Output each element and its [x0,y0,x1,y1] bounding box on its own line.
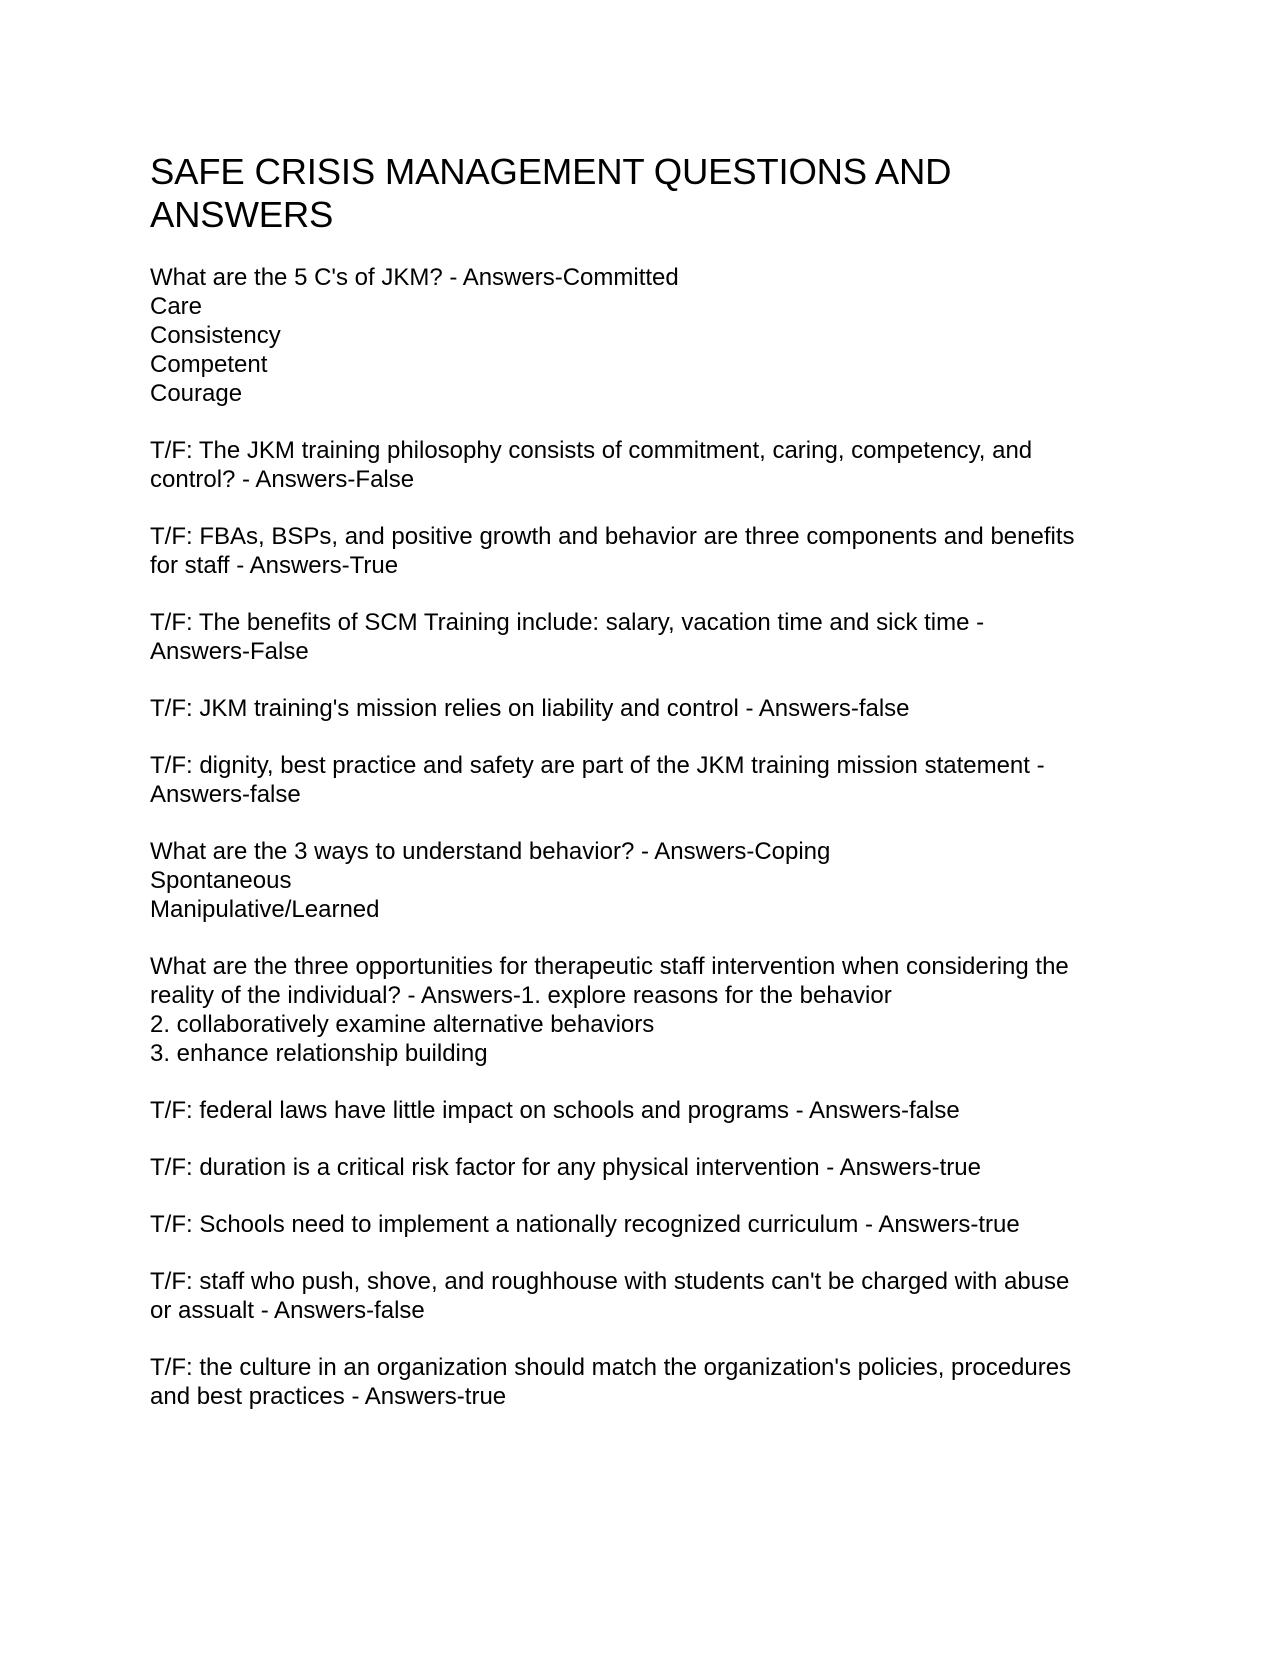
qa-item: T/F: dignity, best practice and safety are part of the JKM training mission statement - Answers-false [150,752,1045,808]
qa-item: T/F: federal laws have little impact on schools and programs - Answers-false [150,1097,960,1124]
qa-list [150,263,1130,1411]
qa-item: What are the 3 ways to understand behavior? - Answers-Coping Spontaneous Manipulative/Learned [150,838,831,923]
qa-item: What are the 5 C's of JKM? - Answers-Committed Care Consistency Competent Courage [150,264,679,407]
qa-item: T/F: FBAs, BSPs, and positive growth and behavior are three components and benefits for staff - Answers-True [150,523,1075,579]
qa-item: T/F: Schools need to implement a nationally recognized curriculum - Answers-true [150,1211,1020,1238]
qa-item: T/F: the culture in an organization should match the organization's policies, procedures and best practices - Answers-true [150,1354,1072,1410]
qa-item: T/F: JKM training's mission relies on liability and control - Answers-false [150,695,910,722]
qa-item: What are the three opportunities for therapeutic staff intervention when considering the reality of the individual? - Answers-1. explore reasons for the behavior 2. collaboratively examine alternative behaviors 3. enhance relationship building [150,953,1069,1067]
qa-item: T/F: duration is a critical risk factor for any physical intervention - Answers-true [150,1154,981,1181]
qa-item: T/F: The benefits of SCM Training include: salary, vacation time and sick time - Answers-False [150,609,985,665]
qa-item: T/F: staff who push, shove, and roughhouse with students can't be charged with abuse or assualt - Answers-false [150,1268,1070,1324]
document-content [150,150,1130,1439]
qa-item: T/F: The JKM training philosophy consists of commitment, caring, competency, and control? - Answers-False [150,437,1033,493]
document-title: SAFE CRISIS MANAGEMENT QUESTIONS AND ANSWERS [150,151,952,235]
